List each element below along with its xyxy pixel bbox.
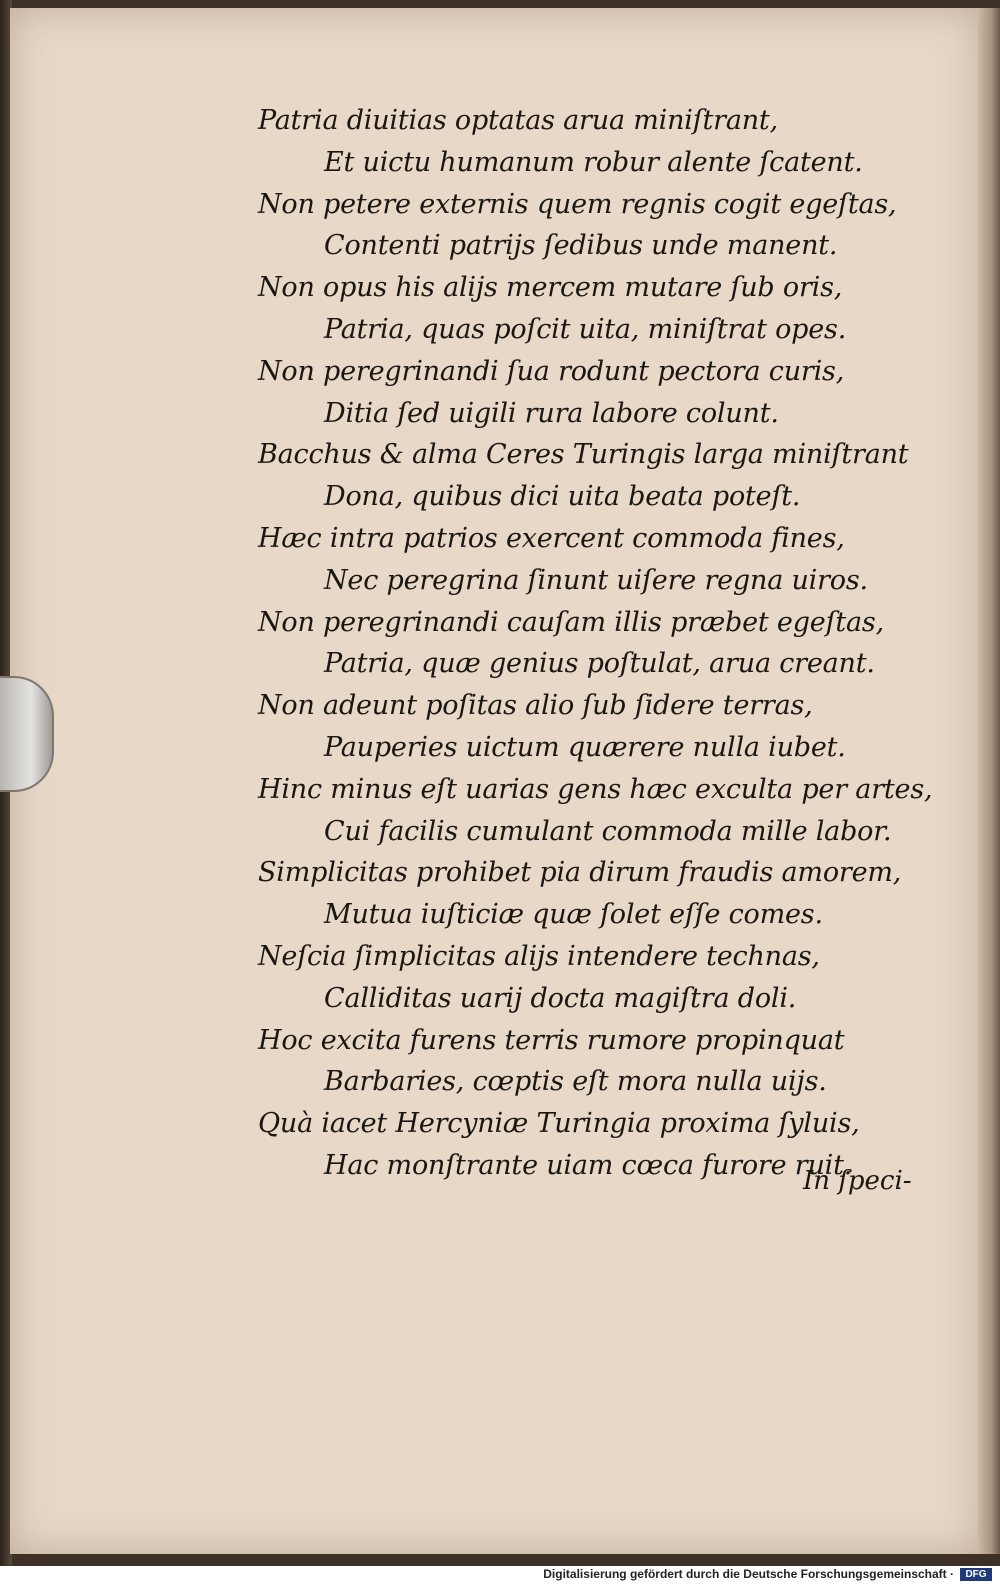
verse-line: Non peregrinandi ſua rodunt pectora curis,: [258, 355, 845, 387]
verse-line: Ditia ſed uigili rura labore colunt.: [324, 397, 779, 429]
verse-line: Non petere externis quem regnis cogit egeſtas,: [258, 188, 897, 220]
catchword: In ſpeci-: [803, 1166, 912, 1196]
verse-line: Contenti patrijs ſedibus unde manent.: [324, 230, 838, 262]
funding-credit: Digitalisierung gefördert durch die Deutsche Forschungsgemeinschaft ·: [543, 1567, 954, 1581]
verse-line: Non peregrinandi cauſam illis præbet egeſtas,: [258, 606, 884, 638]
verse-line: Non adeunt poſitas alio ſub ſidere terras,: [258, 690, 813, 722]
digitization-footer: [0, 1566, 1000, 1584]
verse-line: Bacchus & alma Ceres Turingis larga miniſtrant: [258, 439, 909, 471]
verse-line: Pauperies uictum quærere nulla iubet.: [324, 731, 846, 763]
verse-line: Dona, quibus dici uita beata poteſt.: [324, 481, 801, 513]
verse-line: Hæc intra patrios exercent commoda fines,: [258, 522, 845, 554]
verse-line: Et uictu humanum robur alente ſcatent.: [324, 146, 863, 178]
verse-line: Patria, quæ genius poſtulat, arua creant.: [324, 648, 875, 680]
verse-line: Patria, quas poſcit uita, miniſtrat opes.: [324, 313, 847, 345]
poem-text-block: [258, 100, 933, 1187]
verse-line: Cui facilis cumulant commoda mille labor.: [324, 815, 892, 847]
verse-line: Nec peregrina ſinunt uiſere regna uiros.: [324, 564, 868, 596]
verse-line: Patria diuitias optatas arua miniſtrant,: [258, 105, 778, 136]
verse-line: Hoc excita furens terris rumore propinquat: [258, 1024, 845, 1056]
dfg-logo: DFG: [960, 1568, 992, 1581]
verse-line: Barbaries, cœptis eſt mora nulla uijs.: [324, 1066, 827, 1098]
verse-line: Calliditas uarij docta magiſtra doli.: [324, 982, 797, 1014]
book-clasp: [0, 676, 54, 792]
verse-line: Hinc minus eſt uarias gens hæc exculta per artes,: [258, 773, 933, 805]
verse-line: Quà iacet Hercyniæ Turingia proxima ſyluis,: [258, 1108, 860, 1140]
page-stack-edge: [978, 8, 1000, 1554]
verse-line: Mutua iuſticiæ quæ ſolet eſſe comes.: [324, 899, 823, 931]
verse-line: Neſcia ſimplicitas alijs intendere technas,: [258, 940, 820, 972]
verse-line: Non opus his alijs mercem mutare ſub oris,: [258, 272, 843, 304]
verse-line: Simplicitas prohibet pia dirum fraudis amorem,: [258, 857, 902, 889]
verse-line: Hac monſtrante uiam cœca furore ruit.: [324, 1149, 853, 1181]
